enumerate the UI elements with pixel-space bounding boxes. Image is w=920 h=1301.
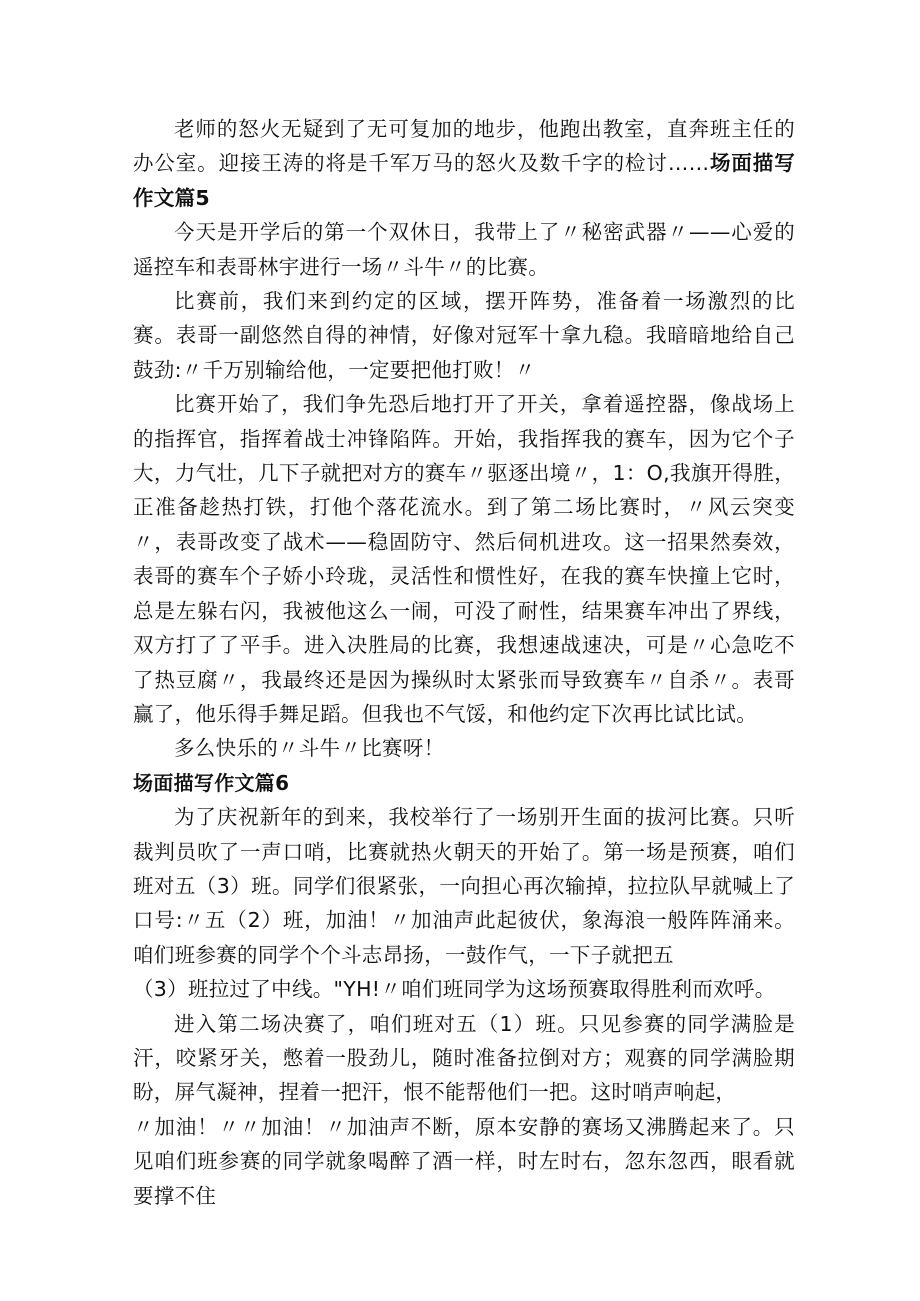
paragraph-teacher-anger xyxy=(133,112,795,215)
paragraph-tug-of-war-final-cont: 〃加油！〃〃加油！〃加油声不断，原本安静的赛场又沸腾起来了。只见咱们班参赛的同学就象喝醉了酒一样，时左时右，忽东忽西，眼看就要撑不住 xyxy=(133,1114,795,1208)
paragraph-tug-of-war-prelim: 为了庆祝新年的到来，我校举行了一场别开生面的拔河比赛。只听裁判员吹了一声口哨，比赛就热火朝天的开始了。第一场是预赛，咱们班对五（3）班。同学们很紧张，一向担心再次输掉，拉拉队早就喊上了口号:〃五（2）班，加油！〃加油声此起彼伏，象海浪一般阵阵涌来。咱们班参赛的同学个个斗志昂扬，一鼓作气，一下子就把五 xyxy=(133,805,795,967)
paragraph-before-race: 比赛前，我们来到约定的区域，摆开阵势，准备着一场激烈的比赛。表哥一副悠然自得的神情，好像对冠军十拿九稳。我暗暗地给自己鼓劲:〃千万别输给他，一定要把他打败！〃 xyxy=(133,289,795,382)
paragraph-tug-of-war-prelim-cont: （3）班拉过了中线。"YH!〃咱们班同学为这场预赛取得胜利而欢呼。 xyxy=(133,977,776,1002)
paragraph-tug-of-war-final: 进入第二场决赛了，咱们班对五（1）班。只见参赛的同学满脸是汗，咬紧牙关，憋着一股劲儿，随时准备拉倒对方；观赛的同学满脸期盼，屏气凝神，捏着一把汗，恨不能帮他们一把。这时哨声响起， xyxy=(133,1011,795,1105)
document-body xyxy=(133,112,795,1213)
paragraph-weekend-intro: 今天是开学后的第一个双休日，我带上了〃秘密武器〃——心爱的遥控车和表哥林宇进行一场〃斗牛〃的比赛。 xyxy=(133,220,795,279)
paragraph-race-progress: 比赛开始了，我们争先恐后地打开了开关，拿着遥控器，像战场上的指挥官，指挥着战士冲锋陷阵。开始，我指挥我的赛车，因为它个子大，力气壮，几下子就把对方的赛车〃驱逐出境〃，1：O,我旗开得胜，正准备趁热打铁，打他个落花流水。到了第二场比赛时，〃风云突变〃，表哥改变了战术——稳固防守、然后伺机进攻。这一招果然奏效，表哥的赛车个子娇小玲珑，灵活性和惯性好，在我的赛车快撞上它时，总是左躲右闪，我被他这么一闹，可没了耐性，结果赛车冲出了界线，双方打了了平手。进入决胜局的比赛，我想速战速决，可是〃心急吃不了热豆腐〃，我最终还是因为操纵时太紧张而导致赛车〃自杀〃。表哥赢了，他乐得手舞足蹈。但我也不气馁，和他约定下次再比试比试。 xyxy=(133,392,795,726)
section-heading-5: 场面描写作文篇5 xyxy=(133,151,795,210)
paragraph-text: 老师的怒火无疑到了无可复加的地步，他跑出教室，直奔班主任的办公室。迎接王涛的将是千军万马的怒火及数千字的检讨…… xyxy=(133,117,795,176)
section-heading-6: 场面描写作文篇6 xyxy=(133,770,290,795)
paragraph-race-ending: 多么快乐的〃斗牛〃比赛呀！ xyxy=(174,736,445,761)
